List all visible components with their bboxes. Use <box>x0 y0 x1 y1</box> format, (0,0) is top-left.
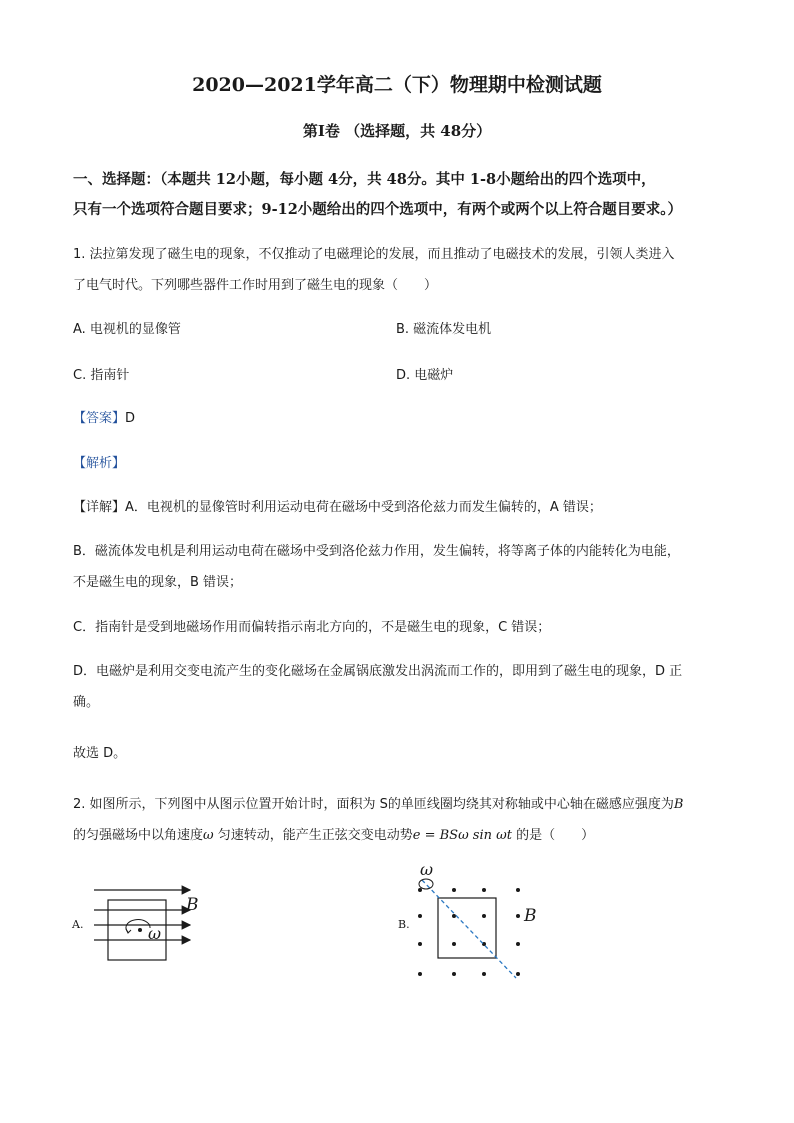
fig-a-label: A. <box>72 918 84 931</box>
q2-stem-line2 <box>73 824 594 843</box>
answer-tag: 【答案】 <box>73 411 126 426</box>
q2-stem-line1 <box>73 793 683 812</box>
part-heading: 第Ⅰ卷 （选择题，共 48分） <box>302 122 492 140</box>
q1-answer <box>73 407 135 426</box>
q2-omega-symbol: ω <box>203 828 214 843</box>
q1-detail-c: C．指南针是受到地磁场作用而偏转指示南北方向的，不是磁生电的现象，C 错误； <box>73 620 551 635</box>
fig-a-field-label: B <box>186 895 199 915</box>
q1-detail-a <box>73 496 602 515</box>
page-title: 2020—2021学年高二（下）物理期中检测试题 <box>192 74 602 96</box>
section-instructions-line2: 只有一个选项符合题目要求；9-12小题给出的四个选项中，有两个或两个以上符合题目要求。） <box>73 201 683 218</box>
q1-analysis <box>73 452 125 471</box>
detail-tag: 【详解】 <box>73 500 126 515</box>
q2-stem-line2-b: 匀速转动，能产生正弦交变电动势 <box>213 828 413 843</box>
q1-conclusion: 故选 D。 <box>73 746 127 761</box>
q2-stem-line2-c: 的是（ ） <box>511 828 595 843</box>
q1-detail-b-line1: B．磁流体发电机是利用运动电荷在磁场中受到洛伦兹力作用，发生偏转，将等离子体的内能转化为电能， <box>73 544 680 559</box>
rotation-axis-dot <box>138 928 142 932</box>
q1-detail-d-line1: D．电磁炉是利用交变电流产生的变化磁场在金属锅底激发出涡流而工作的，即用到了磁生电的现象，D 正 <box>73 664 683 679</box>
q2-emf-equation: e = BSω sin ωt <box>412 828 512 843</box>
fig-b-diagram <box>412 868 532 983</box>
q2-stem-b-symbol: B <box>673 797 684 812</box>
q1-option-d: D. 电磁炉 <box>396 368 454 383</box>
q1-option-b: B. 磁流体发电机 <box>396 322 492 337</box>
detail-a-text: A．电视机的显像管时利用运动电荷在磁场中受到洛伦兹力而发生偏转的，A 错误； <box>125 500 602 515</box>
rotation-axis-line <box>422 880 516 978</box>
fig-a-diagram <box>90 880 220 965</box>
fig-b-omega-label: ω <box>420 860 434 879</box>
q2-stem-line2-a: 的匀强磁场中以角速度 <box>73 828 204 843</box>
q1-stem-line1: 1. 法拉第发现了磁生电的现象，不仅推动了电磁理论的发展，而且推动了电磁技术的发展，引领人类进入 <box>73 247 675 262</box>
answer-value: D <box>125 411 136 426</box>
section-instructions-line1: 一、选择题：（本题共 12小题，每小题 4分，共 48分。其中 1-8小题给出的四个选项中， <box>73 171 656 188</box>
q2-stem-line1-text: 2. 如图所示，下列图中从图示位置开始计时，面积为 S的单匝线圈均绕其对称轴或中心轴在磁感应强度为 <box>73 797 674 812</box>
q1-detail-d-line2: 确。 <box>73 695 100 710</box>
fig-b-field-label: B <box>524 906 537 926</box>
q1-detail-b-line2: 不是磁生电的现象，B 错误； <box>73 575 243 590</box>
q1-option-c: C. 指南针 <box>73 368 130 383</box>
fig-a-omega-label: ω <box>148 924 162 943</box>
rotation-arrow-icon <box>419 879 433 889</box>
fig-b-label: B. <box>398 918 410 931</box>
q1-stem-line2: 了电气时代。下列哪些器件工作时用到了磁生电的现象（ ） <box>73 278 438 293</box>
q1-option-a: A. 电视机的显像管 <box>73 322 181 337</box>
analysis-tag: 【解析】 <box>73 456 126 471</box>
field-dots <box>418 888 520 976</box>
